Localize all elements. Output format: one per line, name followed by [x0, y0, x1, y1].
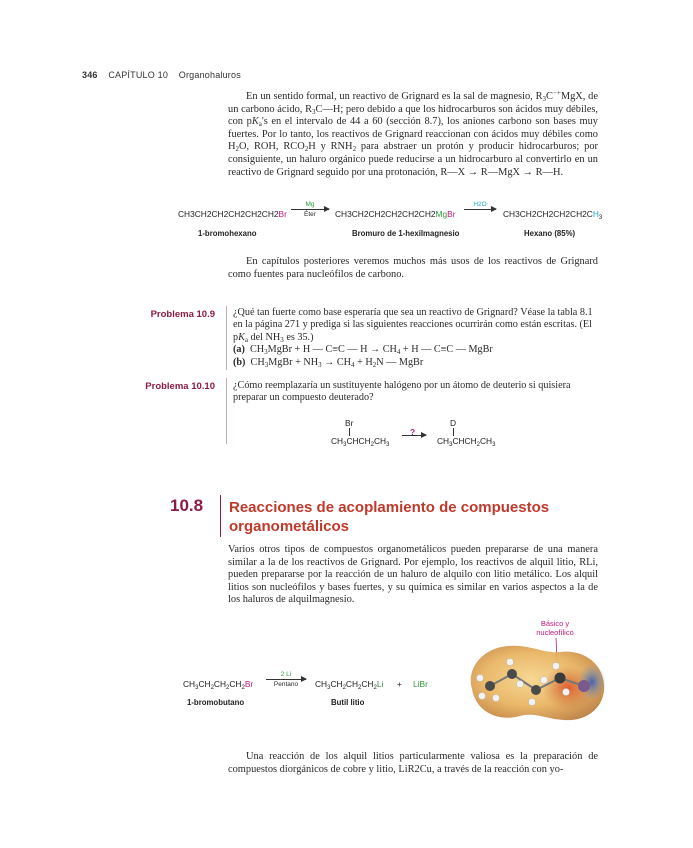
- p1010-right-bond: [453, 428, 454, 436]
- reactant-halide: Br: [278, 209, 287, 219]
- problem-10-9-text: ¿Qué tan fuerte como base esperaría que sea un reactivo de Grignard? Véase la tabla 8.1 en la página 271 y prediga si las siguientes reacciones ocurrirán como están escritas. (El $pK_a$ del $NH_3$ es 35.) (a) $CH_3MgBr + H$ — C≡C — $H \to CH_4 + H$ — C≡C — MgBr (b) $CH_3MgBr + NH_3 \to CH_4 + H_2N$ — MgBr: [233, 307, 593, 369]
- p1010-right-chain: $CH_3CHCH_2CH_3$: [437, 436, 496, 448]
- p1010-question: ?: [410, 427, 416, 437]
- reaction2-solvent: Pentano: [273, 681, 299, 688]
- label-bromuro-hexilmagnesio: Bromuro de 1-hexilmagnesio: [352, 229, 460, 238]
- p1010-left-chain: $CH_3CHCH_2CH_3$: [331, 436, 390, 448]
- section-title: Reacciones de acoplamiento de compuestos organometálicos: [229, 499, 550, 535]
- reaction1-arrow2: [464, 201, 496, 218]
- section-number: 10.8: [170, 496, 204, 515]
- p1010-left-substituent: Br: [345, 418, 354, 428]
- reaction2-plus: +: [397, 679, 402, 689]
- label-butil-litio: Butil litio: [331, 698, 365, 707]
- label-1-bromobutano: 1-bromobutano: [187, 698, 245, 707]
- intermediate-br: Br: [447, 209, 456, 219]
- product-formula: CH3CH2CH2CH2CH2C: [503, 209, 593, 219]
- paragraph-3: Varios otros tipos de compuestos organometálicos pueden prepararse de una manera similar a la de los reactivos de Grignard. Por ejemplo, los reactivos de alquil litio, RLi, pueden prepararse por la reacción de un haluro de alquilo con litio metálico. Los alquil litios son nucleófilos y bases fuertes, y su química es similar en varios aspectos a la de los haluros de alquilmagnesio.: [228, 544, 598, 606]
- reaction2-halide: Br: [244, 679, 254, 689]
- reactant-formula: CH3CH2CH2CH2CH2CH2: [178, 209, 279, 219]
- reaction1-product: $CH3CH2CH2CH2CH2CH_3$: [503, 209, 603, 221]
- intermediate-mg: Mg: [435, 209, 448, 219]
- page-number: 346: [82, 70, 98, 80]
- model-label: Básico y nucleofílico: [536, 619, 574, 637]
- paragraph-2: En capítulos posteriores veremos muchos más usos de los reactivos de Grignard como fuentes para nucleófilos de carbono.: [228, 256, 598, 280]
- p1010-arrow: [402, 434, 426, 437]
- problem-10-10-rule: [226, 378, 227, 444]
- intro-paragraph: En un sentido formal, un reactivo de Grignard es la sal de magnesio, $R_3C^{-+}MgX$, de un carbono ácido, $R_3C—H$; pero debido a que los hidrocarburos son ácidos muy débiles, con $pK_a's$ en el intervalo de 44 a 60 (sección 8.7), los aniones carbono son bases muy fuertes. Por lo tanto, los reactivos de Grignard reaccionan con ácidos muy débiles como $H_2O$, ROH, $RCO_2H$ y $RNH_2$ para abstraer un protón y producir hidrocarburos; por consiguiente, un haluro orgánico puede reducirse a un hidrocarburo al convertirlo en un reactivo de Grignard seguido por una protonación, R—X → R—MgX → R—H.: [228, 89, 598, 178]
- label-1-bromohexano: 1-bromohexano: [198, 229, 257, 238]
- p1010-left-bond: [349, 428, 350, 436]
- p1010-right-substituent: D: [450, 418, 457, 428]
- reaction2-byproduct: LiBr: [413, 679, 428, 689]
- chapter-label: CAPÍTULO 10: [108, 70, 169, 80]
- intermediate-formula: CH3CH2CH2CH2CH2CH2: [335, 209, 436, 219]
- section-rule: [220, 495, 221, 537]
- problem-10-10-title: Problema 10.10: [145, 381, 215, 392]
- butyllithium-potential-map: [460, 634, 610, 729]
- reaction2-reactant: $CH_3CH_2CH_2CH_2Br$: [183, 679, 254, 691]
- label-hexano: Hexano (85%): [524, 229, 576, 238]
- problem-10-10-text: ¿Cómo reemplazaría un sustituyente halógeno por un átomo de deuterio si quisiera preparar un compuesto deuterado?: [233, 380, 571, 404]
- reaction2-product: $CH_3CH_2CH_2CH_2Li$: [315, 679, 384, 691]
- arrow2-reagent: H2O: [473, 201, 487, 208]
- reaction2-reagent: 2 Li: [280, 671, 292, 678]
- paragraph-4: Una reacción de los alquil litios particularmente valiosa es la preparación de compuestos diorgánicos de cobre y litio, LiR2Cu, a través de la reacción con yo-: [228, 751, 598, 775]
- reaction1-arrow1: [291, 201, 329, 218]
- chapter-title: Organohaluros: [178, 70, 241, 80]
- reaction1-intermediate: [335, 209, 456, 219]
- reaction2-li: Li: [376, 679, 384, 689]
- reaction1-reactant: [178, 209, 287, 219]
- problem-10-9-title: Problema 10.9: [150, 309, 215, 320]
- arrow1-solvent: Éter: [304, 211, 316, 218]
- arrow1-reagent: Mg: [305, 201, 315, 208]
- product-h: H: [592, 209, 599, 219]
- problem-10-9-rule: [226, 306, 227, 370]
- reaction2-arrow: [266, 671, 306, 688]
- running-header: [82, 70, 241, 80]
